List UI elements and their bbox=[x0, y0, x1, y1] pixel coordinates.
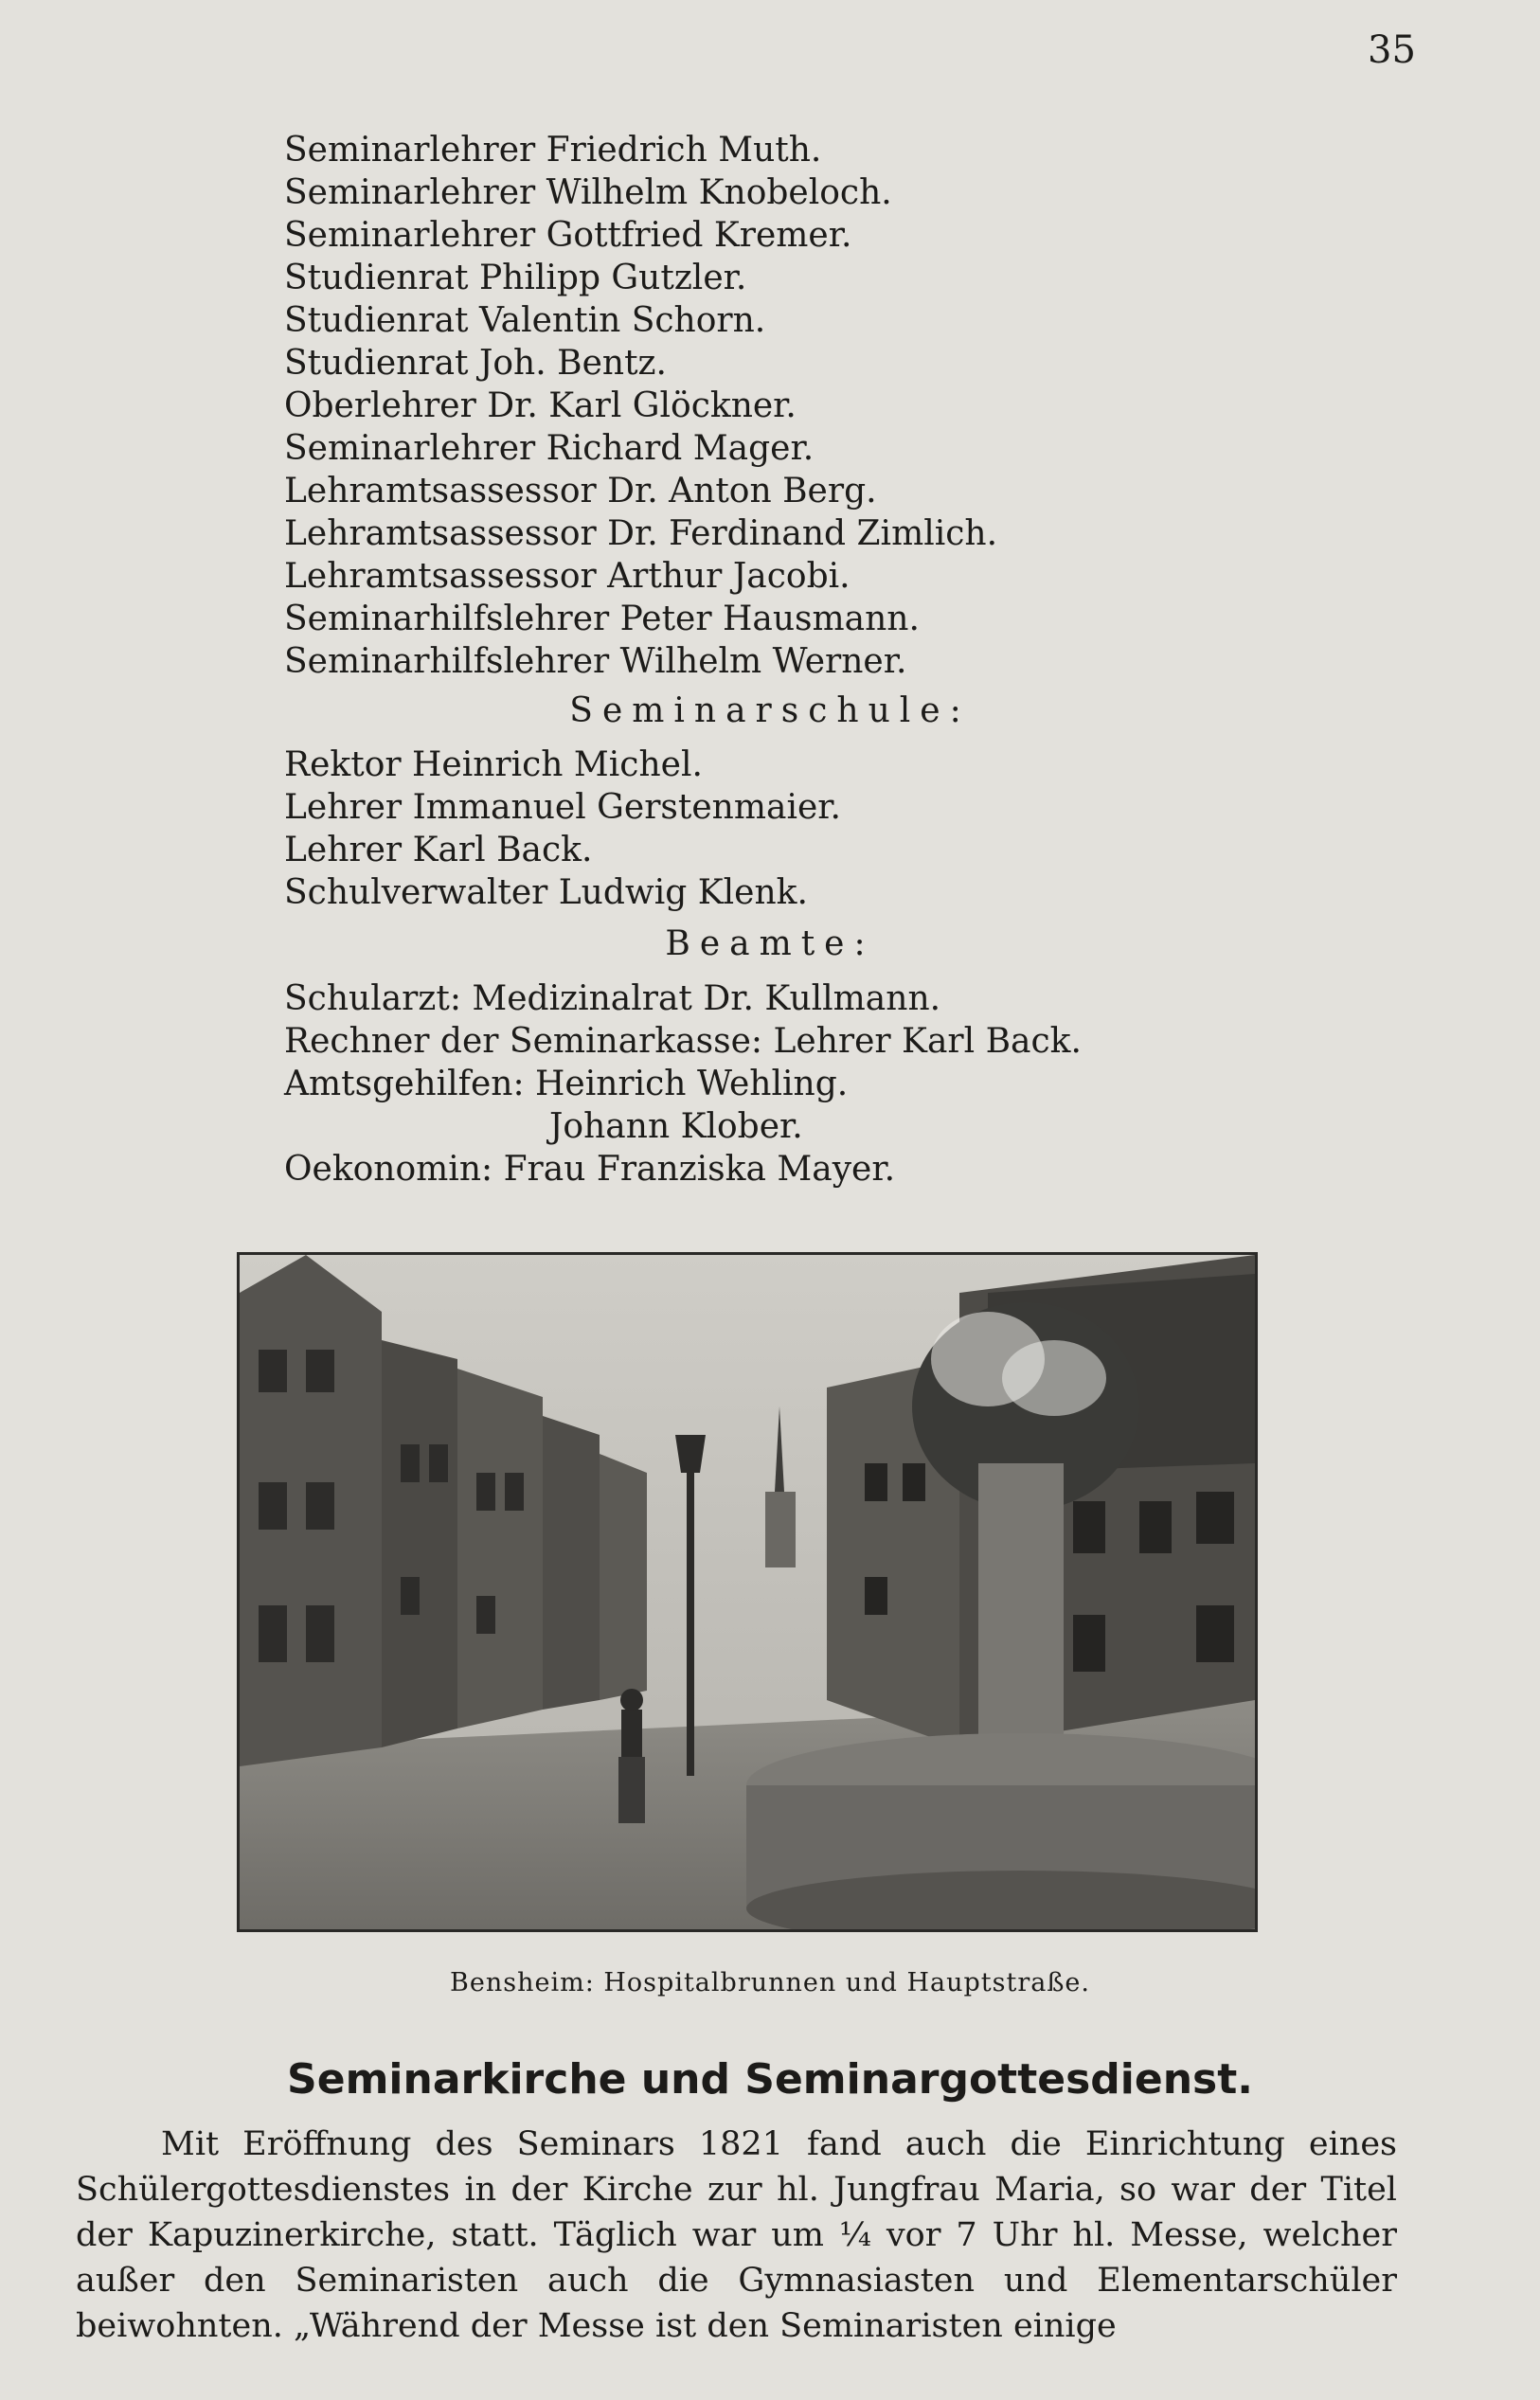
staff-entry: Seminarlehrer Friedrich Muth. bbox=[284, 131, 822, 170]
staff-entry: Seminarlehrer Gottfried Kremer. bbox=[284, 216, 852, 255]
school-staff-entry: Lehrer Immanuel Gerstenmaier. bbox=[284, 788, 841, 827]
seminarschule-heading: Seminarschule: bbox=[569, 691, 971, 730]
street-photo bbox=[237, 1252, 1258, 1932]
official-entry: Amtsgehilfen: Heinrich Wehling. bbox=[284, 1065, 849, 1103]
staff-entry: Seminarhilfslehrer Wilhelm Werner. bbox=[284, 642, 907, 681]
seminarschule-list bbox=[284, 743, 841, 914]
photo-caption: Bensheim: Hospitalbrunnen und Hauptstraße. bbox=[450, 1968, 1090, 1997]
page-number: 35 bbox=[1368, 28, 1416, 72]
official-entry: Johann Klober. bbox=[549, 1107, 803, 1146]
body-paragraph: Mit Eröffnung des Seminars 1821 fand auch die Einrichtung eines Schülergottesdienstes in der Kirche zur hl. Jungfrau Maria, so war der Titel der Kapuzinerkirche, statt. Täglich war um ¼ vor 7 Uhr hl. Messe, welcher außer den Seminaristen auch die Gymnasiasten und Elementarschüler beiwohnten. „Während der Messe ist den Seminaristen einige bbox=[76, 2125, 1397, 2345]
official-entry: Oekonomin: Frau Franziska Mayer. bbox=[284, 1150, 896, 1189]
seminar-staff-list bbox=[284, 129, 997, 683]
school-staff-entry: Lehrer Karl Back. bbox=[284, 831, 593, 869]
staff-entry: Seminarlehrer Wilhelm Knobeloch. bbox=[284, 173, 892, 212]
staff-entry: Studienrat Valentin Schorn. bbox=[284, 301, 766, 340]
beamte-heading: Beamte: bbox=[665, 924, 875, 963]
street-scene-illustration bbox=[240, 1255, 1255, 1929]
staff-entry: Studienrat Philipp Gutzler. bbox=[284, 259, 747, 297]
school-staff-entry: Schulverwalter Ludwig Klenk. bbox=[284, 873, 808, 912]
official-entry: Schularzt: Medizinalrat Dr. Kullmann. bbox=[284, 979, 941, 1018]
staff-entry: Lehramtsassessor Dr. Ferdinand Zimlich. bbox=[284, 514, 998, 553]
staff-entry: Lehramtsassessor Dr. Anton Berg. bbox=[284, 472, 877, 510]
beamte-list bbox=[284, 977, 1082, 1191]
chapter-title: Seminarkirche und Seminargottesdienst. bbox=[287, 2055, 1253, 2104]
official-entry: Rechner der Seminarkasse: Lehrer Karl Back. bbox=[284, 1022, 1082, 1061]
school-staff-entry: Rektor Heinrich Michel. bbox=[284, 745, 703, 784]
staff-entry: Lehramtsassessor Arthur Jacobi. bbox=[284, 557, 851, 596]
staff-entry: Seminarlehrer Richard Mager. bbox=[284, 429, 815, 468]
staff-entry: Seminarhilfslehrer Peter Hausmann. bbox=[284, 600, 920, 638]
staff-entry: Oberlehrer Dr. Karl Glöckner. bbox=[284, 386, 797, 425]
staff-entry: Studienrat Joh. Bentz. bbox=[284, 344, 667, 383]
